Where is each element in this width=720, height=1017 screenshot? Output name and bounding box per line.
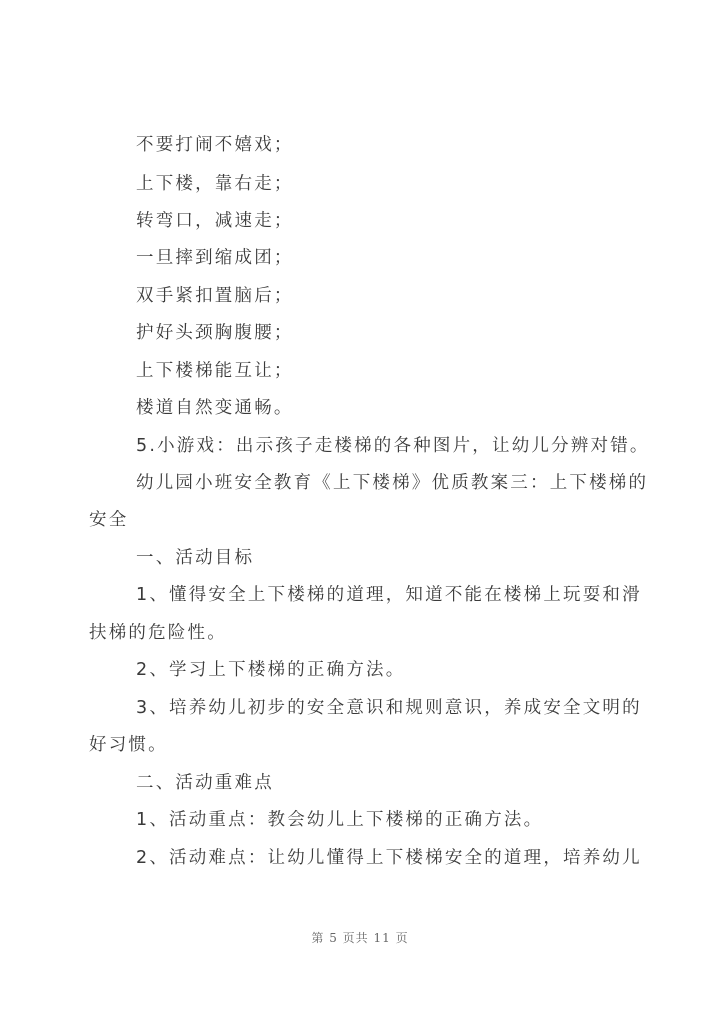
body-line: 5.小游戏：出示孩子走楼梯的各种图片，让幼儿分辨对错。 bbox=[136, 436, 650, 456]
heading-line: 二、活动重难点 bbox=[136, 773, 274, 793]
body-line: 2、活动难点：让幼儿懂得上下楼梯安全的道理，培养幼儿 bbox=[136, 848, 642, 868]
body-line: 1、懂得安全上下楼梯的道理，知道不能在楼梯上玩耍和滑 bbox=[136, 585, 642, 605]
body-line: 上下楼梯能互让； bbox=[136, 361, 294, 381]
page-number-footer: 第 5 页共 11 页 bbox=[311, 931, 409, 945]
body-line: 扶梯的危险性。 bbox=[89, 623, 227, 643]
heading-line: 一、活动目标 bbox=[136, 548, 255, 568]
body-line: 转弯口，减速走； bbox=[136, 211, 294, 231]
body-line: 双手紧扣置脑后； bbox=[136, 286, 294, 306]
section-title-line: 幼儿园小班安全教育《上下楼梯》优质教案三：上下楼梯的 bbox=[136, 473, 649, 493]
body-line: 2、学习上下楼梯的正确方法。 bbox=[136, 660, 406, 680]
body-line: 好习惯。 bbox=[89, 735, 168, 755]
body-line: 1、活动重点：教会幼儿上下楼梯的正确方法。 bbox=[136, 810, 544, 830]
body-line: 不要打闹不嬉戏； bbox=[136, 135, 294, 155]
body-line: 护好头颈胸腹腰； bbox=[136, 323, 294, 343]
body-line: 楼道自然变通畅。 bbox=[136, 398, 294, 418]
body-line: 上下楼，靠右走； bbox=[136, 174, 294, 194]
section-title-line: 安全 bbox=[89, 510, 129, 530]
body-line: 3、培养幼儿初步的安全意识和规则意识，养成安全文明的 bbox=[136, 698, 642, 718]
body-line: 一旦摔到缩成团； bbox=[136, 248, 294, 268]
